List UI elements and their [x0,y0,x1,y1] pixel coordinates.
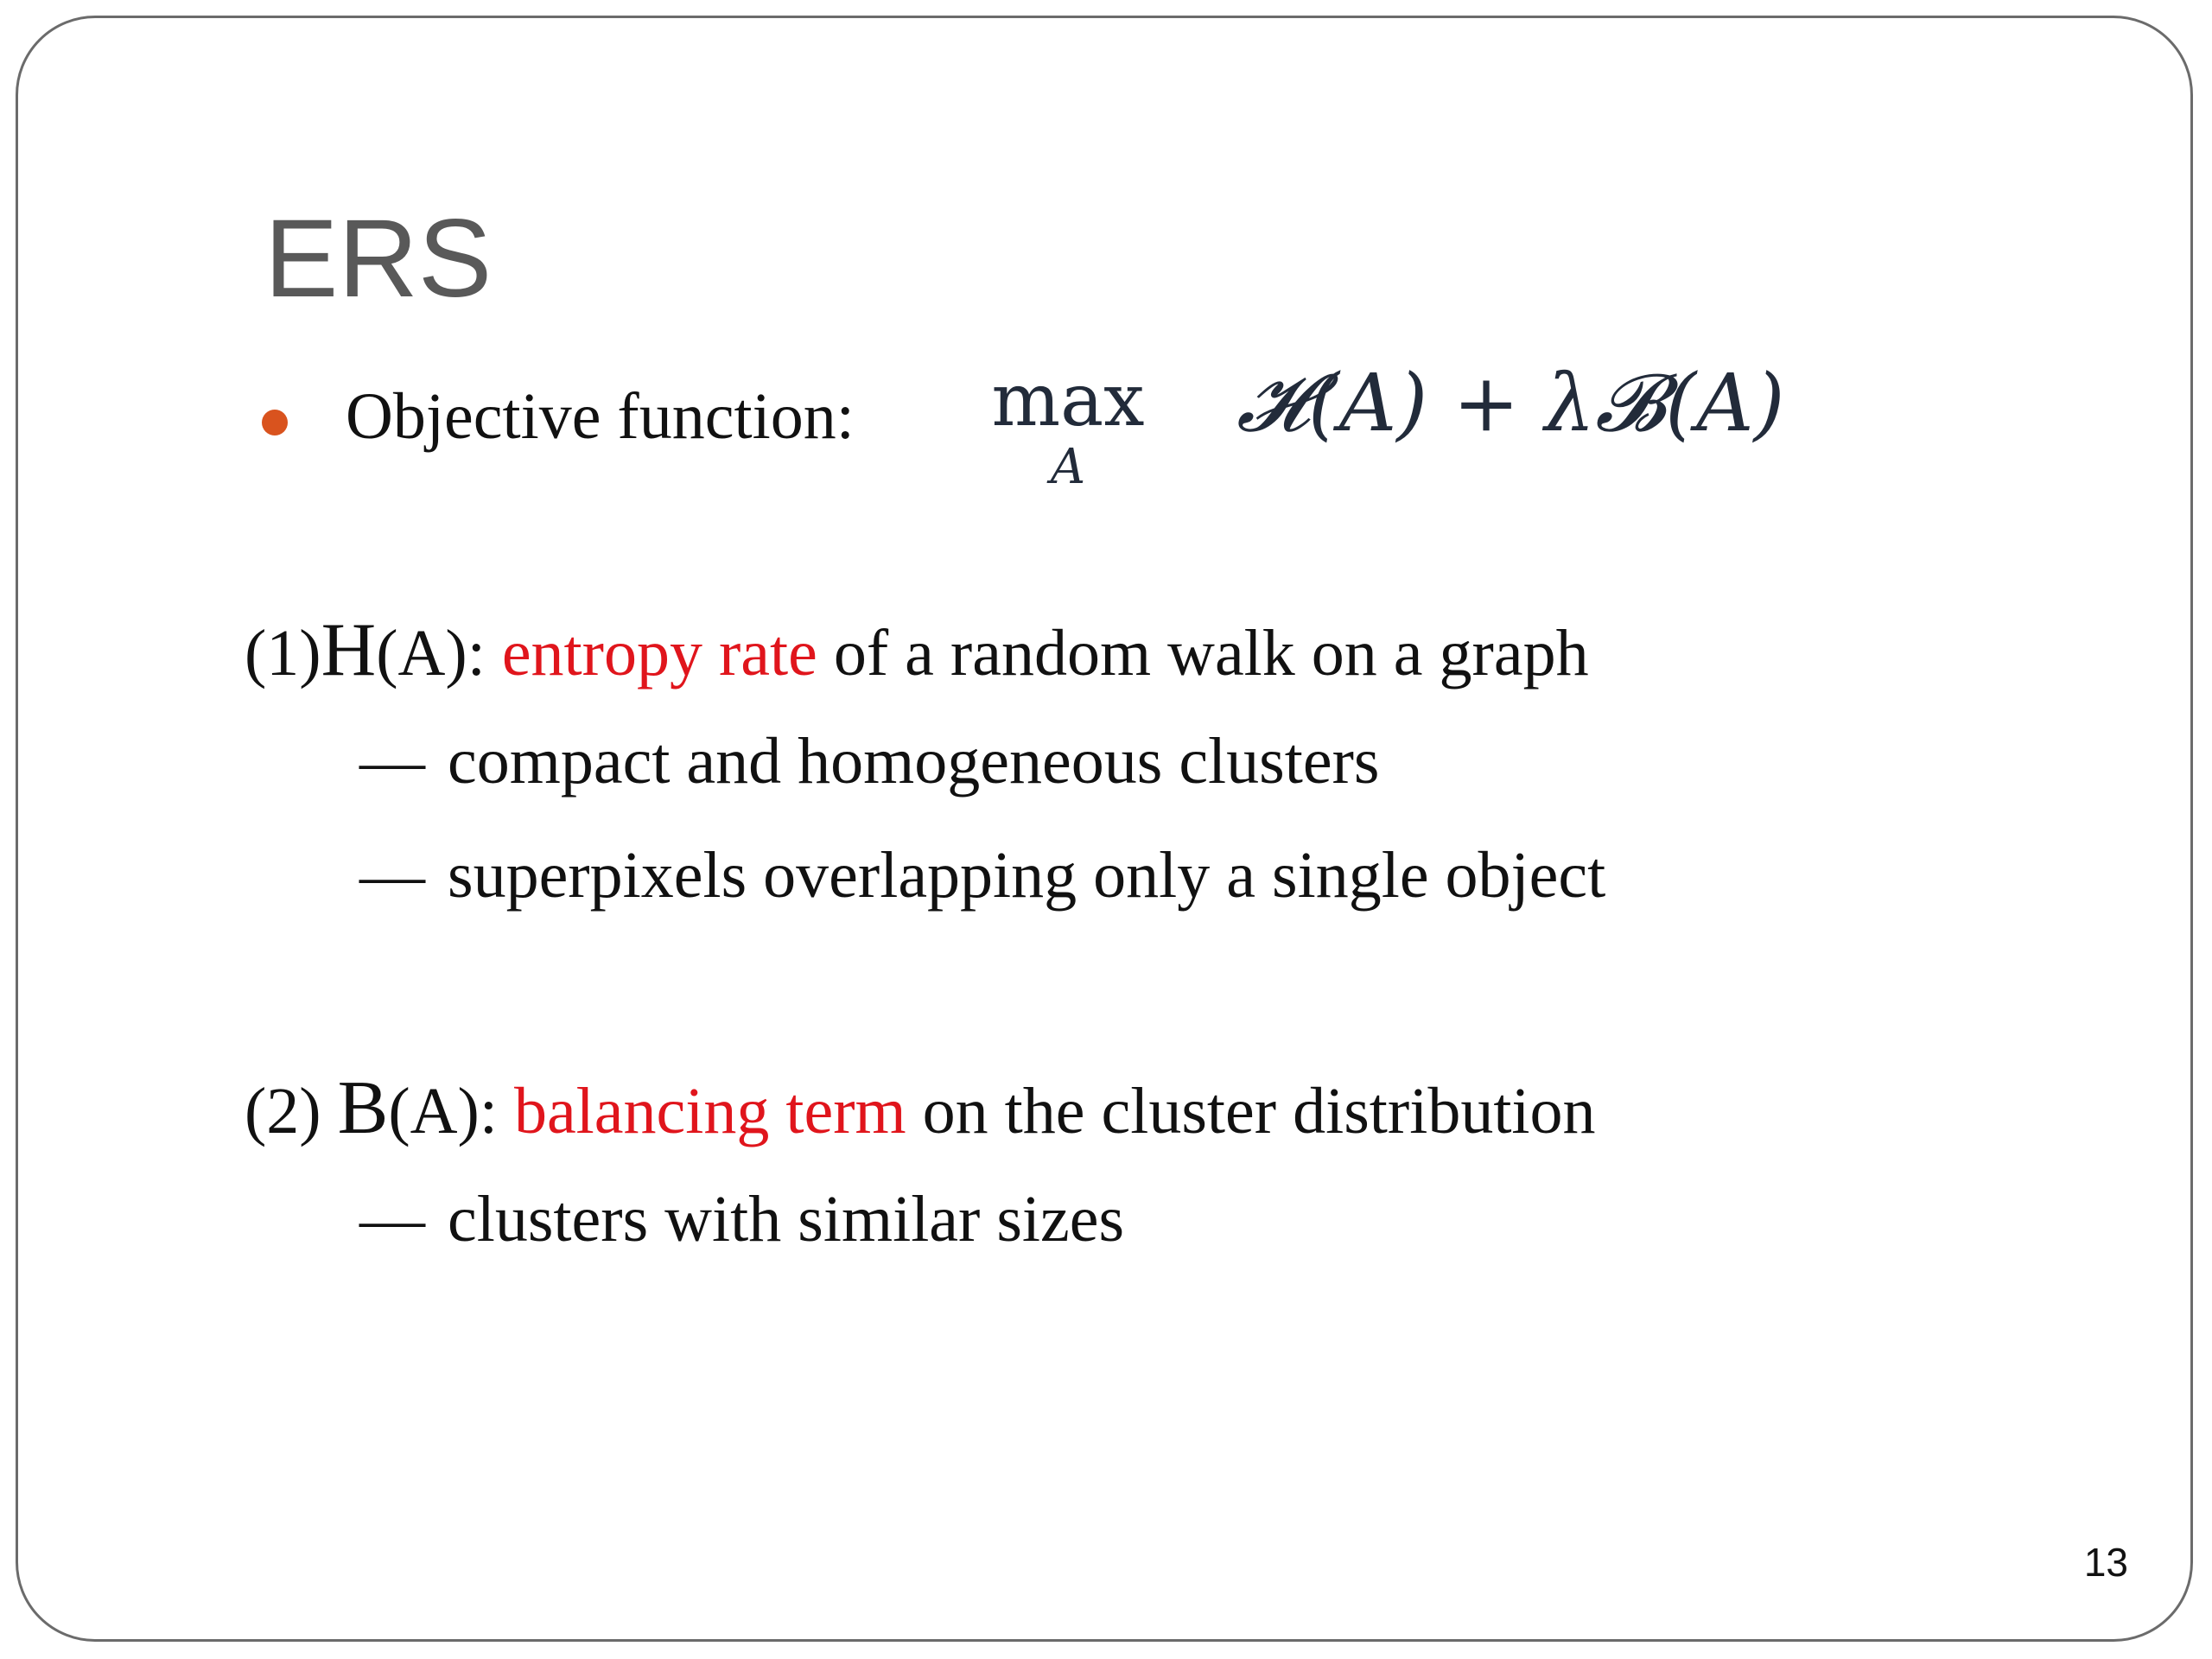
formula-max-subscript: A [1050,439,1086,495]
term1-line [245,608,1589,692]
dash-icon: — [359,725,425,798]
term1-sub-text: superpixels overlapping only a single object [448,839,1606,912]
dash-icon: — [359,839,425,912]
term2-prefix: (2) [245,1075,338,1147]
term2-sub-text: clusters with similar sizes [448,1183,1125,1255]
term1-highlight: entropy rate [501,617,817,690]
term2-rest: on the cluster distribution [906,1075,1596,1147]
term1-arg: (A): [376,617,502,690]
term1-symbol: H [321,608,377,692]
term2-highlight: balancing term [513,1075,906,1147]
objective-label: Objective function: [346,380,855,453]
term1-prefix: (1) [245,617,321,690]
term2-line [245,1066,1596,1150]
bullet-dot-icon [262,410,288,435]
formula-max [977,358,1159,495]
term1-rest: of a random walk on a graph [817,617,1589,690]
formula-expression: 𝓗(A) + λ𝓑(A) [1236,357,1785,449]
term1-sub-text: compact and homogeneous clusters [448,725,1380,798]
dash-icon: — [359,1183,425,1255]
term2-symbol: B [337,1066,389,1150]
slide [16,16,2193,1642]
page-number: 13 [2083,1540,2128,1585]
formula-max-word: max [991,358,1145,442]
slide-title: ERS [264,197,493,321]
term2-arg: (A): [388,1075,514,1147]
